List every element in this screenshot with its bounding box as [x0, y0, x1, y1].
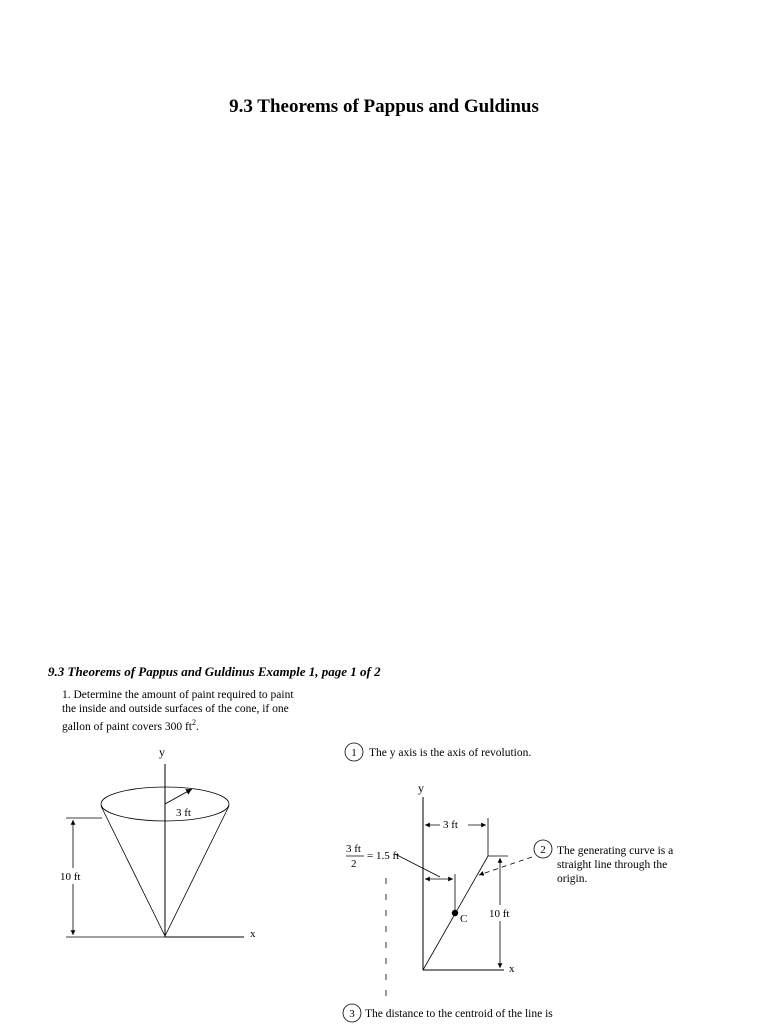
step-2-number: 2: [540, 844, 546, 856]
step-2-line-1: The generating curve is a: [557, 845, 674, 857]
fraction-leader: [395, 854, 440, 877]
solution-figure: [346, 781, 532, 1000]
step-3-text: The distance to the centroid of the line is: [365, 1008, 553, 1020]
centroid-label: C: [460, 913, 468, 925]
cone-radius-label: 3 ft: [176, 807, 191, 819]
cone-figure: [58, 745, 256, 940]
problem-exponent: 2: [191, 718, 196, 727]
solution-y-axis-label: y: [418, 781, 424, 795]
cone-y-axis-label: y: [159, 745, 165, 759]
centroid-point: [452, 910, 458, 916]
example-heading: 9.3 Theorems of Pappus and Guldinus Example 1, page 1 of 2: [48, 664, 381, 679]
solution-x-axis-label: x: [509, 963, 515, 975]
step-1-number: 1: [351, 747, 357, 759]
cone-height-label: 10 ft: [60, 871, 81, 883]
step-1: [345, 743, 531, 761]
step-3-number: 3: [349, 1008, 355, 1020]
page-title: 9.3 Theorems of Pappus and Guldinus: [229, 96, 539, 117]
problem-line-2: the inside and outside surfaces of the cone, if one: [62, 703, 289, 715]
fraction-numerator: 3 ft: [346, 843, 361, 855]
cone-radius-arrow: [165, 789, 192, 804]
fraction-result: = 1.5 ft: [367, 850, 400, 862]
cone-x-axis-label: x: [250, 928, 256, 940]
width-label: 3 ft: [443, 819, 458, 831]
step-3: [343, 1004, 553, 1022]
step-2-line-2: straight line through the: [557, 859, 668, 871]
fraction-denominator: 2: [351, 858, 357, 870]
problem-line-3-end: .: [195, 720, 199, 733]
step-2: [534, 840, 673, 885]
problem-number: 1.: [62, 689, 71, 701]
problem-line-1: Determine the amount of paint required to paint: [73, 689, 294, 701]
step-2-dashed-leader: [479, 857, 532, 875]
height-label: 10 ft: [489, 908, 510, 920]
problem-line-3: gallon of paint covers 300 ft: [62, 720, 192, 733]
step-1-text: The y axis is the axis of revolution.: [369, 747, 532, 759]
step-2-line-3: origin.: [557, 873, 588, 885]
cone-side-left: [101, 806, 165, 936]
cone-side-right: [165, 806, 229, 936]
